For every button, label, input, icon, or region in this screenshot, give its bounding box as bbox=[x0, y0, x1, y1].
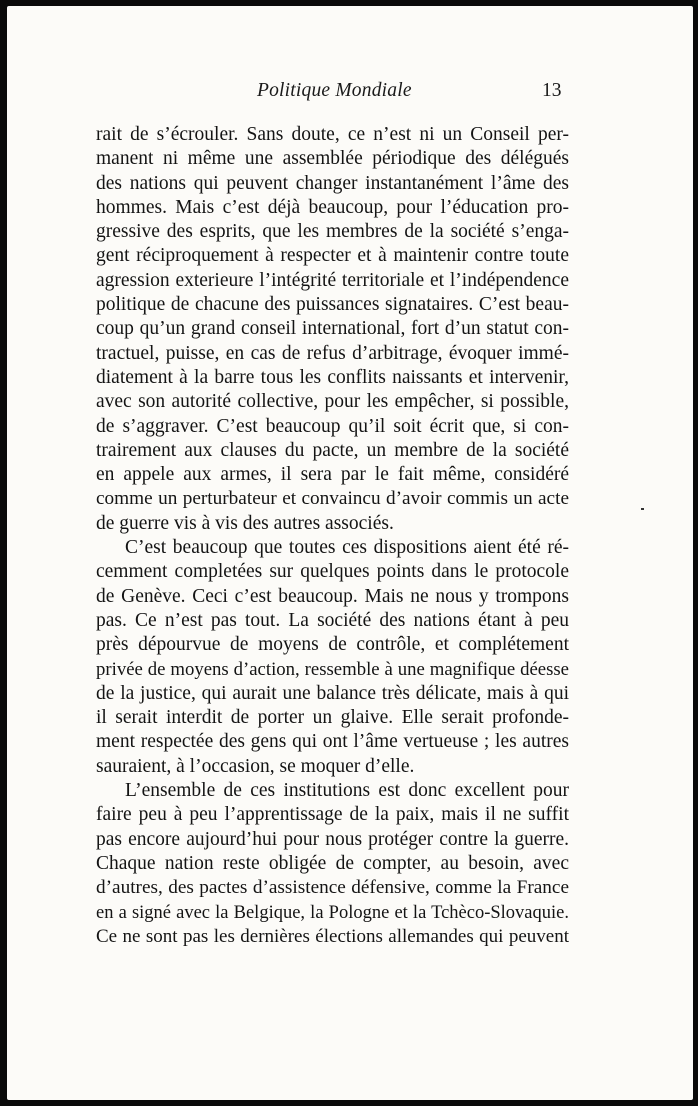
text-line: sauraient, à l’occasion, se moquer d’elle. bbox=[96, 755, 415, 777]
text-line: rait de s’écrouler. Sans doute, ce n’est ni un Conseil per- bbox=[96, 124, 569, 145]
text-line: pas encore aujourd’hui pour nous protéger contre la guerre. bbox=[96, 828, 569, 850]
text-line: en appele aux armes, il sera par le fait même, considéré bbox=[96, 464, 569, 486]
text-line: des nations qui peuvent changer instantanément l’âme des bbox=[96, 172, 569, 194]
text-line: hommes. Mais c’est déjà beaucoup, pour l’éducation pro- bbox=[96, 196, 569, 218]
text-line: de s’aggraver. C’est beaucoup qu’il soit écrit que, si con- bbox=[96, 415, 569, 437]
text-line: L’ensemble de ces institutions est donc excellent pour bbox=[125, 780, 569, 802]
text-line: il serait interdit de porter un glaive. Elle serait profonde- bbox=[96, 707, 569, 729]
text-line: cemment completées sur quelques points dans le protocole bbox=[96, 561, 569, 583]
paragraph-2 bbox=[96, 536, 569, 779]
paragraph-3 bbox=[96, 779, 569, 949]
text-line: près dépourvue de moyens de contrôle, et complétement bbox=[96, 634, 569, 656]
text-line: agression exterieure l’intégrité territoriale et l’indépendence bbox=[96, 269, 569, 291]
text-line: diatement à la barre tous les conflits naissants et intervenir, bbox=[96, 366, 569, 388]
text-line: gressive des esprits, que les membres de la société s’enga- bbox=[96, 221, 569, 243]
text-line: Chaque nation reste obligée de compter, au besoin, avec bbox=[96, 852, 569, 874]
text-line: en a signé avec la Belgique, la Pologne et la Tchèco-Slovaquie. bbox=[96, 902, 569, 923]
text-line: politique de chacune des puissances signataires. C’est beau- bbox=[96, 294, 569, 316]
running-title: Politique Mondiale bbox=[257, 80, 412, 101]
text-line: gent réciproquement à respecter et à maintenir contre toute bbox=[96, 245, 569, 267]
text-line: d’autres, des pactes d’assistence défensive, comme la France bbox=[96, 877, 569, 899]
paragraph-1 bbox=[96, 123, 569, 536]
text-line: avec son autorité collective, pour les empêcher, si possible, bbox=[96, 391, 569, 413]
text-line: C’est beaucoup que toutes ces dispositions aient été ré- bbox=[125, 537, 569, 559]
page-number: 13 bbox=[542, 80, 562, 101]
book-page bbox=[7, 6, 693, 1100]
text-line: trairement aux clauses du pacte, un membre de la société bbox=[96, 439, 569, 461]
text-line: tractuel, puisse, en cas de refus d’arbitrage, évoquer immé- bbox=[96, 342, 569, 364]
scan-speck bbox=[641, 508, 644, 510]
text-line: pas. Ce n’est pas tout. La société des nations étant à peu bbox=[96, 609, 569, 631]
text-line: de la justice, qui aurait une balance très délicate, mais à qui bbox=[96, 682, 569, 704]
text-line: coup qu’un grand conseil international, fort d’un statut con- bbox=[96, 318, 569, 340]
text-line: de guerre vis à vis des autres associés. bbox=[96, 512, 394, 534]
body-text bbox=[96, 123, 569, 949]
text-line: privée de moyens d’action, ressemble à une magnifique déesse bbox=[96, 658, 569, 680]
text-line: manent ni même une assemblée périodique des délégués bbox=[96, 148, 569, 170]
text-line: ment respectée des gens qui ont l’âme vertueuse ; les autres bbox=[96, 731, 569, 753]
text-line: comme un perturbateur et convaincu d’avoir commis un acte bbox=[96, 488, 569, 510]
text-line: de Genève. Ceci c’est beaucoup. Mais ne nous y trompons bbox=[96, 585, 569, 607]
text-line: faire peu à peu l’apprentissage de la paix, mais il ne suffit bbox=[96, 804, 569, 826]
page-header bbox=[7, 80, 693, 106]
text-line: Ce ne sont pas les dernières élections allemandes qui peuvent bbox=[96, 925, 569, 947]
